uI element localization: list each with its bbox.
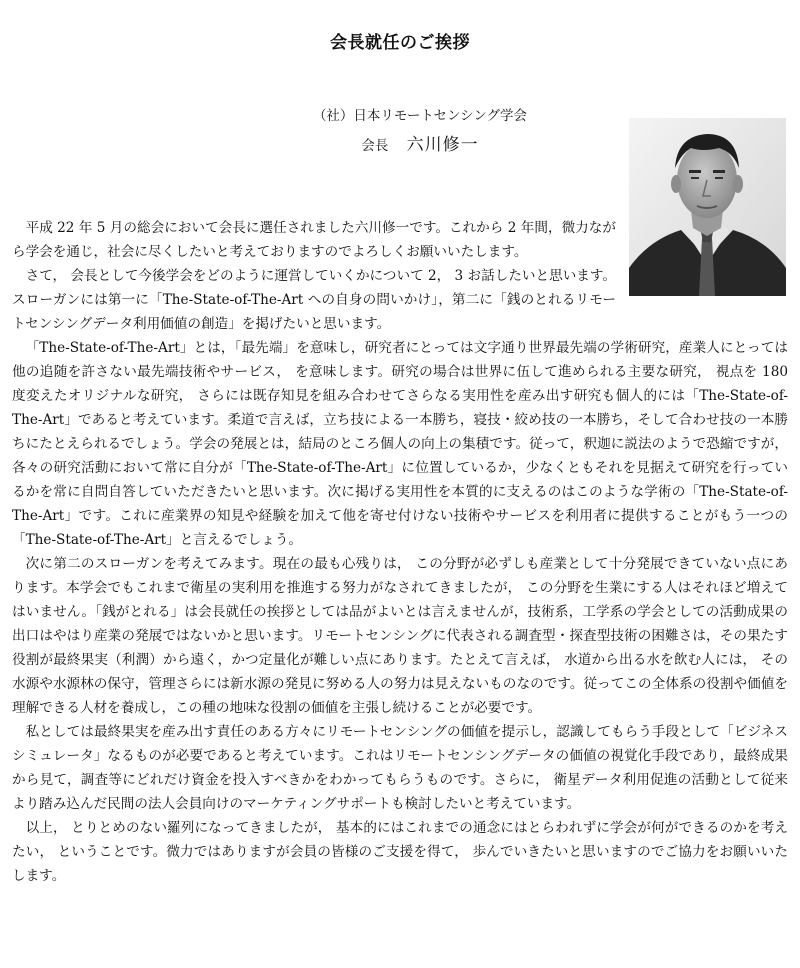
page-title: 会長就任のご挨拶 [330,33,470,53]
author-line [270,130,570,155]
greeting-body [12,216,788,888]
paragraph: さて， 会長として今後学会をどのように運営していくかについて 2， 3 お話したいと思います。スローガンには第一に「The-State-of-The-Art への自身の問いかけ」，第二に「銭のとれるリモートセンシングデータ利用価値の創造」を掲げたいと思います。 [12,268,616,332]
paragraph: 平成 22 年 5 月の総会において会長に選任されました六川修一です。これから 2 年間，微力ながら学会を通じ，社会に尽くしたいと考えておりますのでよろしくお願いいたします。 [12,220,616,260]
paragraph: 次に第二のスローガンを考えてみます。現在の最も心残りは， この分野が必ずしも産業として十分発展できていない点にあります。本学会でもこれまで衛星の実利用を推進する努力がなされてきましたが， この分野を生業にする人はそれほど増えてはいません。「銭がとれる」は会長就任の挨拶としては品がよいとは言えませんが，技術系，工学系の学会としての活動成果の出口はやはり産業の発展ではないかと思います。リモートセンシングに代表される調査型・探査型技術の困難さは，その果たす役割が最終果実（利潤）から遠く，かつ定量化が難しい点にあります。たとえて言えば， 水道から出る水を飲む人には， その水源や水源林の保守，管理さらには新水源の発見に努める人の努力は見えないものなのです。従ってこの全体系の役割や価値を理解できる人材を養成し，この種の地味な役割の価値を主張し続けることが必要です。 [12,556,788,716]
author-name: 六川修一 [406,135,479,155]
organization-name: （社）日本リモートセンシング学会 [312,108,528,124]
paragraph: 私としては最終果実を産み出す責任のある方々にリモートセンシングの価値を提示し，認識してもらう手段として「ビジネスシミュレータ」なるものが必要であると考えています。これはリモートセンシングデータの価値の視覚化手段であり，最終成果から見て，調査等にどれだけ資金を投入すべきかをわかってもらうものです。さらに， 衛星データ利用促進の活動として従来より踏み込んだ民間の法人会員向けのマーケティングサポートも検討したいと考えています。 [12,724,788,812]
paragraph: 以上， とりとめのない羅列になってきましたが， 基本的にはこれまでの通念にはとらわれずに学会が何ができるのかを考えたい， ということです。微力ではありますが会員の皆様のご支援を得て， 歩んでいきたいと思いますのでご協力をお願いいたします。 [12,820,788,884]
paragraph: 「The-State-of-The-Art」とは，「最先端」を意味し，研究者にとっては文字通り世界最先端の学術研究，産業人にとっては他の追随を許さない最先端技術やサービス， を意味します。研究の場合は世界に伍して進められる主要な研究， 視点を 180 度変えたオリジナルな研究， さらには既存知見を組み合わせてさらなる実用性を産み出す研究も個人的には「The-State-of-The-Art」であると考えています。柔道で言えば，立ち技による一本勝ち，寝技・絞め技の一本勝ち，そして合わせ技の一本勝ちにたとえられるでしょう。学会の発展とは，結局のところ個人の向上の集積です。従って，釈迦に説法のようで恐縮ですが，各々の研究活動において常に自分が「The-State-of-The-Art」に位置しているか，少なくともそれを見据えて研究を行っているかを常に自問自答していただきたいと思います。次に掲げる実用性を本質的に支えるのはこのような学術の「The-State-of-The-Art」です。これに産業界の知見や経験を加えて他を寄せ付けない技術やサービスを利用者に提供することがもう一つの「The-State-of-The-Art」と言えるでしょう。 [12,340,788,548]
author-role: 会長 [361,138,389,154]
